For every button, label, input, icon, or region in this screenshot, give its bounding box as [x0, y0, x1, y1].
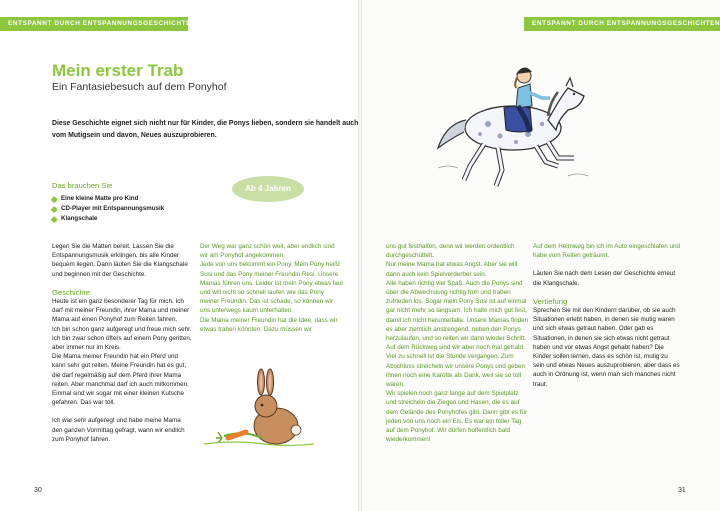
text-column-4 — [533, 242, 681, 389]
page-number-right: 31 — [678, 487, 686, 494]
story-paragraph: Ich war sehr aufgeregt und habe meine Mama den ganzen Vormittag gefragt, wann wir endlich zum Ponyhof fahren. — [52, 417, 185, 443]
story-paragraph: uns gut festhalten, denn wir werden ordentlich durchgeschüttelt. — [386, 243, 515, 260]
list-item: Klangschale — [52, 214, 164, 224]
deepening-heading: Vertiefung — [533, 296, 568, 306]
book-gutter — [358, 0, 362, 511]
story-paragraph: Auf dem Heimweg bin ich im Auto eingeschlafen und habe vom Reiten geträumt. — [533, 243, 681, 260]
instruction-text: Legen Sie die Matten bereit. Lassen Sie die Entspannungsmusik erklingen, bis alle Kinder bequem liegen. Dann läuten Sie die Klangschale und beginnen mit der Geschichte. — [52, 243, 188, 278]
page-title: Mein erster Trab — [52, 61, 184, 80]
story-paragraph: Ich bin schon ganz aufgeregt und freue mich sehr. Ich bin zwar schon öfters auf einem Pony geritten, aber immer nur im Kreis. — [52, 325, 192, 352]
instruction-text: Läuten Sie nach dem Lesen der Geschichte erneut die Klangschale. — [533, 270, 676, 287]
story-paragraph: Der Weg war ganz schön weit, aber endlich sind wir am Ponyhof angekommen. — [200, 243, 335, 260]
story-paragraph: Jede von uns bekommt ein Pony. Mein Pony heißt Susi und das Pony meiner Freundin Resi. Unsere Mamas führen uns. Leider ist mein Pony etwas faul und will nicht so schnell laufen wie das Pony meiner Freundin. Das ist schade, so können wir uns unterwegs kaum unterhalten. — [200, 261, 343, 315]
story-paragraph: Viel zu schnell ist die Stunde vergangen. Zum Abschluss streicheln wir unsere Ponys und geben ihnen noch eine Karotte als Dank, weil sie so toll waren. — [386, 353, 525, 389]
text-column-3 — [386, 242, 529, 444]
page-number-left: 30 — [34, 487, 42, 494]
story-paragraph: Die Mama meiner Freundin hat ein Pferd und kann sehr gut reiten. Meine Freundin hat es gut, die darf regelmäßig auf dem Pferd ihrer Mama reiten. Aber manchmal darf ich auch mitkommen. Einmal sind wir sogar mit einer kleinen Kutsche gefahren. Das war toll. — [52, 353, 189, 407]
story-paragraph: Auf dem Rückweg sind wir aber noch mal getrabt. — [386, 344, 525, 352]
deepening-text: Sprechen Sie mit den Kindern darüber, ob sie auch Situationen erlebt haben, in denen sie mutig waren und sich etwas getraut haben. Oder gab es Situationen, in denen sie sich etwas nicht getraut haben und vor etwas Angst gehabt haben? Die Kinder sollen lernen, dass es schön ist, mutig zu sein und etwas Neues auszuprobieren, aber dass es auch in Ordnung ist, wenn man sich manches nicht traut. — [533, 307, 680, 388]
header-bar-right: ENTSPANNT DURCH ENTSPANNUNGSGESCHICHTEN — [524, 17, 720, 31]
story-paragraph: Nur meine Mama hat etwas Angst. Aber sie will dann auch kein Spielverderber sein. — [386, 261, 518, 278]
page-subtitle: Ein Fantasiebesuch auf dem Ponyhof — [52, 81, 227, 93]
story-paragraph: Alle haben richtig viel Spaß. Auch die Ponys sind über die Abwechslung richtig froh und traben zufrieden los. Sogar mein Pony Susi ist auf einmal gar nicht mehr so langsam. Ich halte mich gut fest, damit ich nicht herunterfalle. Unsere Mamas finden es aber ziemlich anstrengend, neben den Ponys herzulaufen, und so reiten wir dann wieder Schritt. — [386, 279, 529, 343]
materials-heading: Das brauchen Sie — [52, 181, 113, 190]
header-bar-left: ENTSPANNT DURCH ENTSPANNUNGSGESCHICHTEN — [0, 17, 188, 31]
text-column-2 — [200, 242, 344, 334]
pony-rider-illustration — [418, 58, 598, 198]
story-paragraph: Die Mama meiner Freundin hat die Idee, dass wir etwas traben könnten. Dazu müssen wir — [200, 316, 338, 333]
story-paragraph: Heute ist ein ganz besonderer Tag für mich. Ich darf mit meiner Freundin, ihrer Mama und meiner Mama auf einen Ponyhof zum Reiten fahren. — [52, 298, 190, 324]
age-badge: Ab 4 Jahren — [232, 176, 304, 202]
story-paragraph: Wir spielen noch ganz lange auf dem Spielplatz und streicheln die Ziegen und Hasen, die es auf dem Gelände des Ponyhofes gibt. Dann gibt es für jeden von uns noch ein Eis. Es war ein toller Tag auf dem Ponyhof. Wir dürfen hoffentlich bald wiederkommen! — [386, 390, 528, 444]
story-heading: Geschichte — [52, 287, 90, 297]
intro-text: Diese Geschichte eignet sich nicht nur für Kinder, die Ponys lieben, sondern sie handelt auch vom Mutigsein und davon, Neues auszuprobieren. — [52, 120, 359, 139]
materials-list — [52, 194, 164, 224]
rabbit-illustration — [204, 368, 314, 450]
text-column-1 — [52, 242, 193, 444]
list-item: Eine kleine Matte pro Kind — [52, 194, 164, 204]
list-item: CD-Player mit Entspannungsmusik — [52, 204, 164, 214]
